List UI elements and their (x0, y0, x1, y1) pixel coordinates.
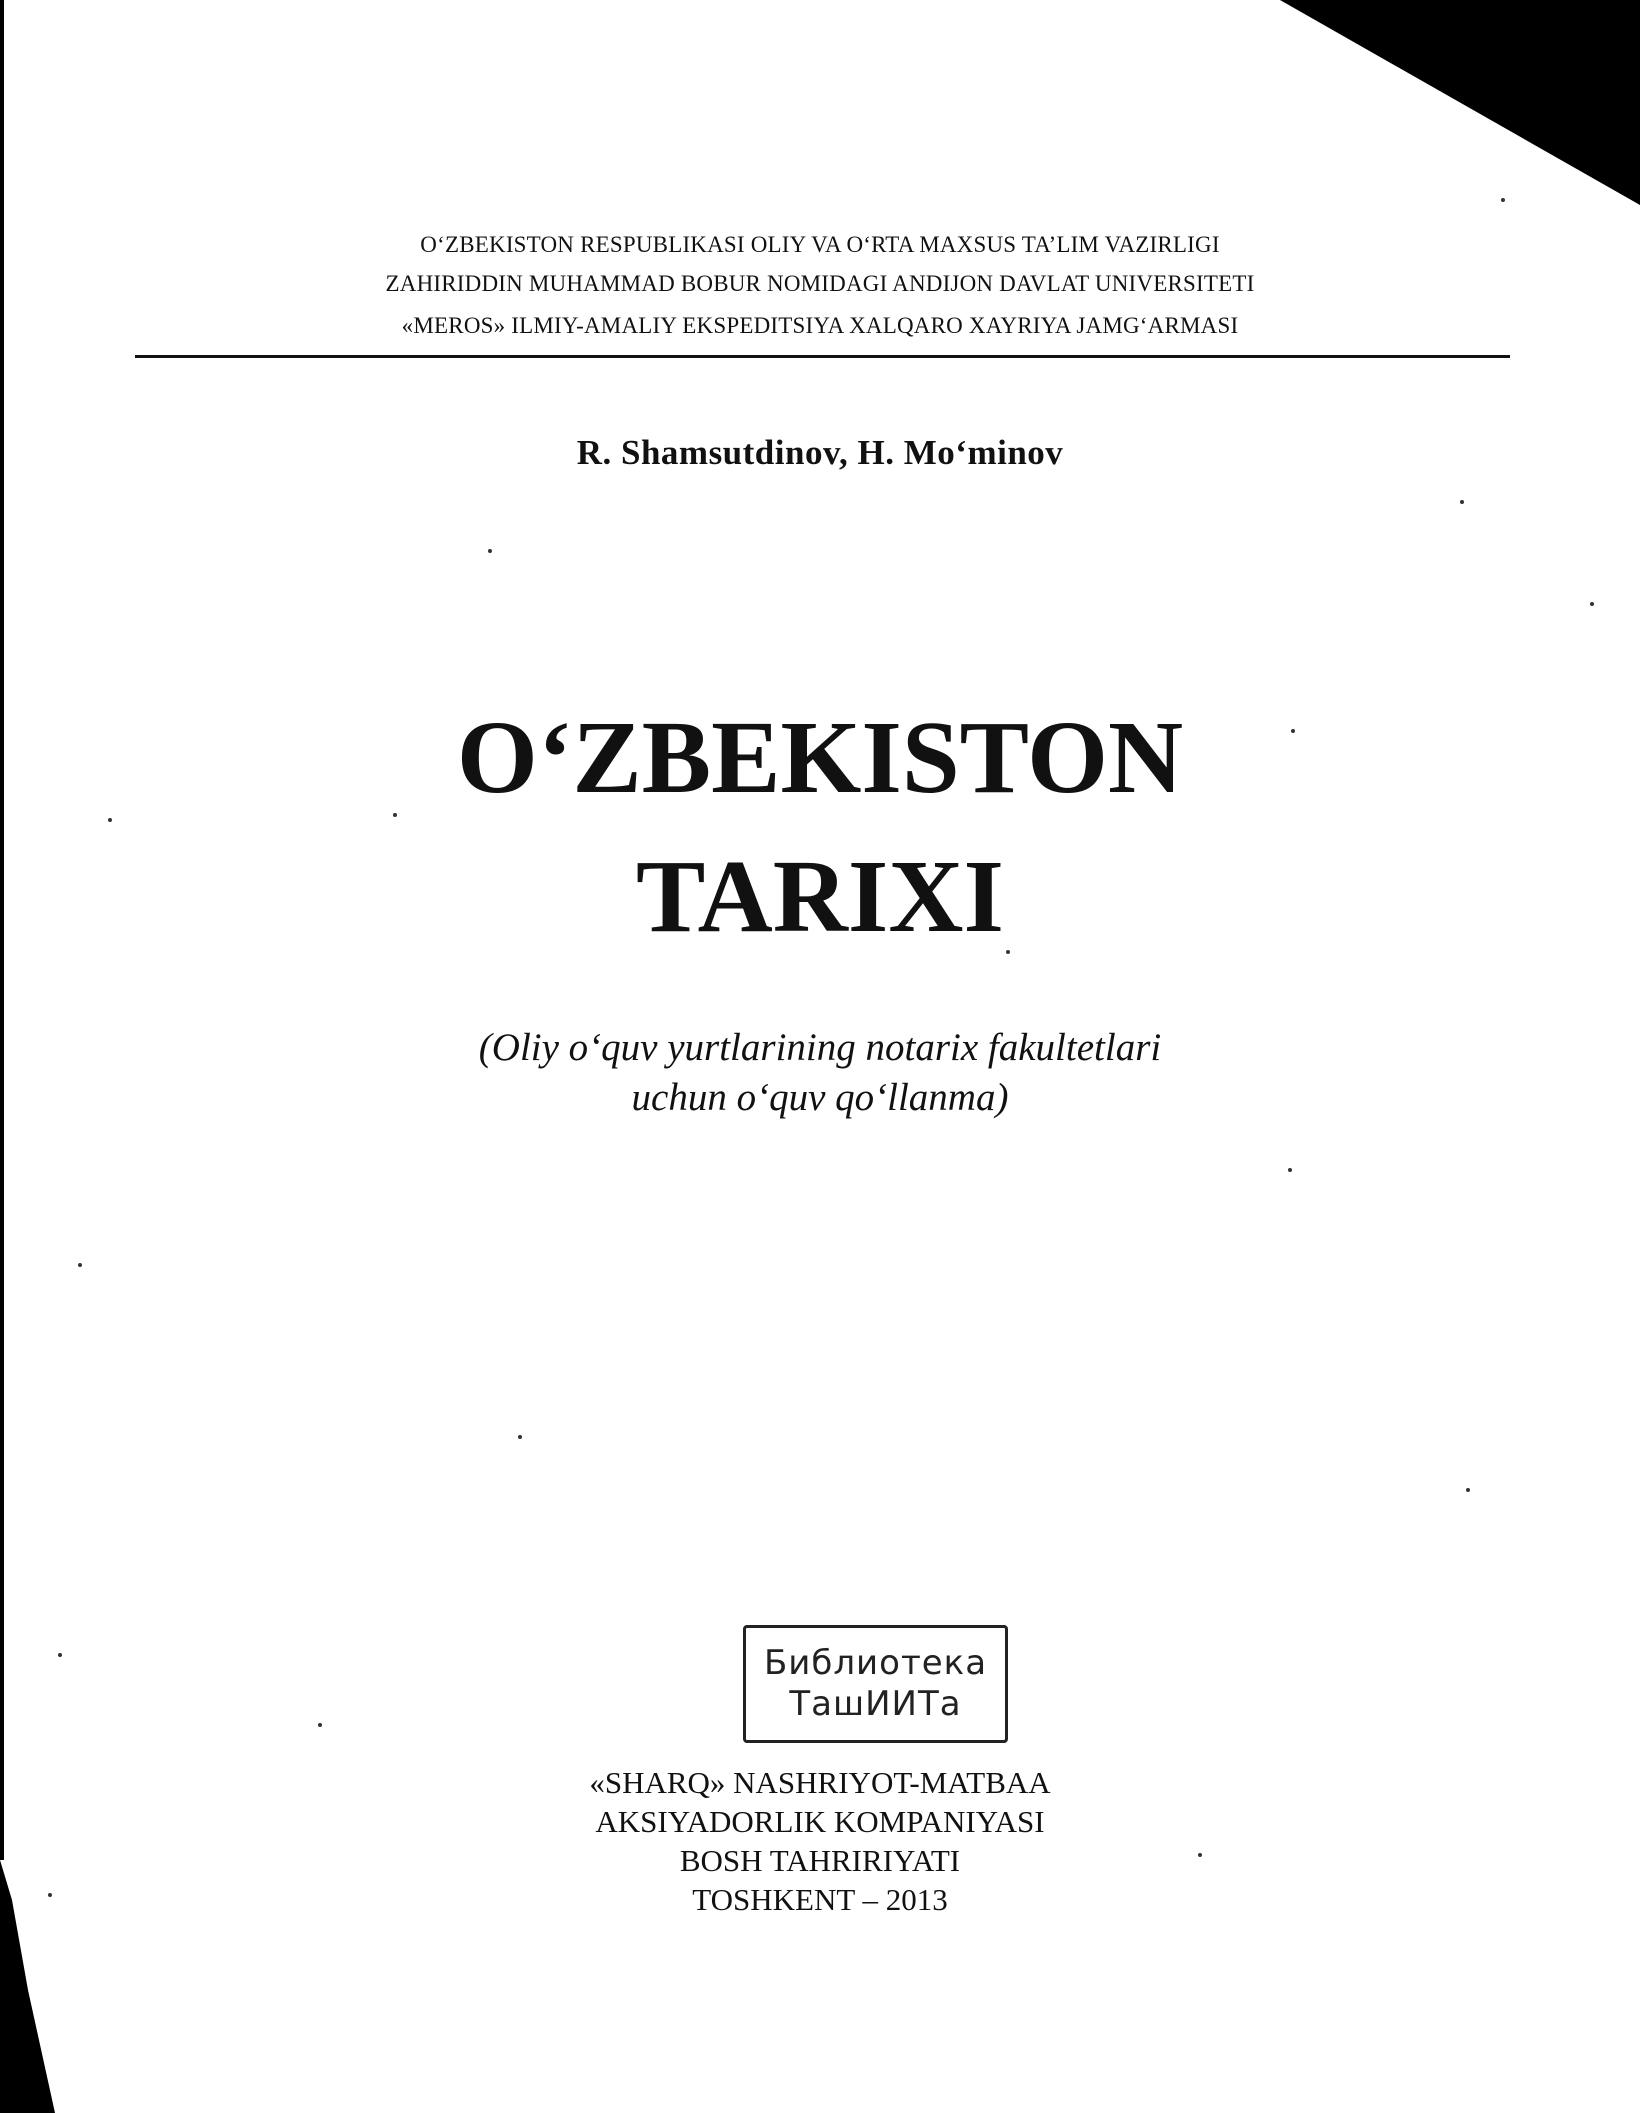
publisher-city-year: TOSHKENT – 2013 (692, 1882, 948, 1917)
university-line: ZAHIRIDDIN MUHAMMAD BOBUR NOMIDAGI ANDIJON DAVLAT UNIVERSITETI (385, 271, 1255, 296)
book-title-line1: O‘ZBEKISTON (456, 700, 1184, 815)
book-title-line2: TARIXI (636, 839, 1004, 954)
publisher-line2: AKSIYADORLIK KOMPANIYASI (595, 1804, 1045, 1839)
publisher-line1: «SHARQ» NASHRIYOT-MATBAA (589, 1765, 1051, 1800)
top-right-black-corner (1280, 0, 1640, 205)
stamp-line1: Библиотека (763, 1643, 988, 1684)
authors: R. Shamsutdinov, H. Mo‘minov (576, 433, 1064, 472)
header-divider (135, 355, 1510, 358)
subtitle-line2: uchun o‘quv qo‘llanma) (631, 1076, 1009, 1119)
ministry-line: O‘ZBEKISTON RESPUBLIKASI OLIY VA O‘RTA MAXSUS TA’LIM VAZIRLIGI (420, 232, 1220, 257)
subtitle-line1: (Oliy o‘quv yurtlarining notarix fakultetlari (478, 1026, 1162, 1069)
library-stamp (743, 1625, 1008, 1743)
foundation-line: «MEROS» ILMIY-AMALIY EKSPEDITSIYA XALQARO XAYRIYA JAMG‘ARMASI (401, 313, 1239, 338)
stamp-line2: ТашИИТа (789, 1684, 962, 1724)
publisher-line3: BOSH TAHRIRIYATI (679, 1843, 961, 1878)
